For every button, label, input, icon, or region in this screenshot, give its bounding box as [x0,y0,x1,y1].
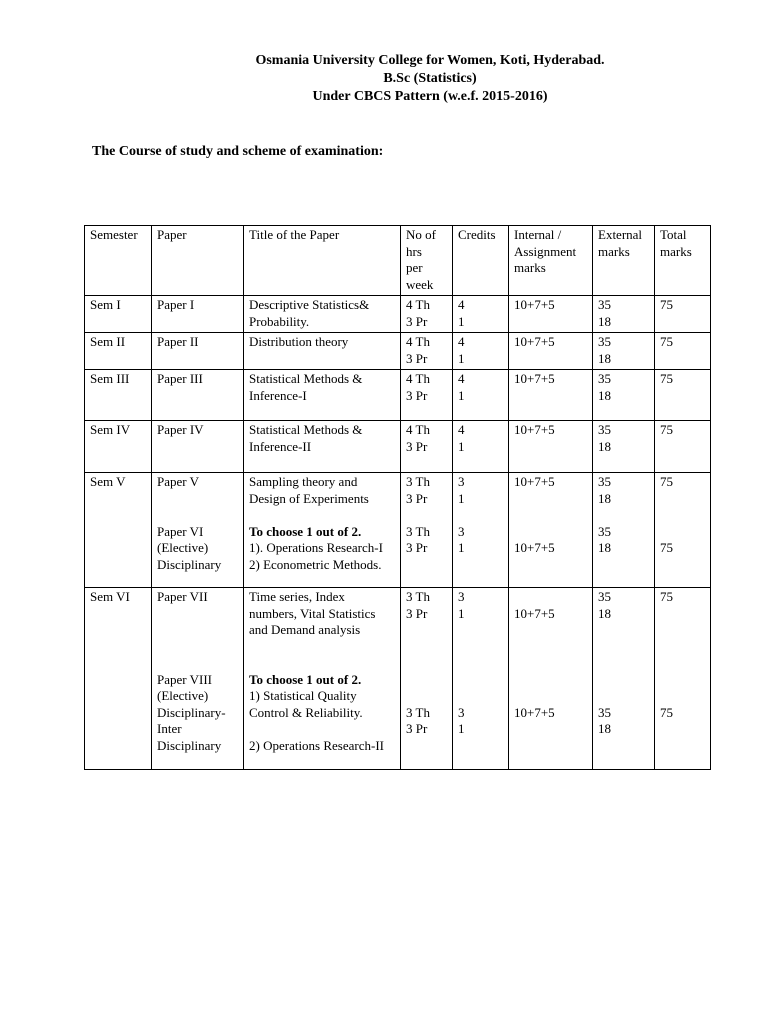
internal-cell: 10+7+5 [509,333,593,370]
program-name: B.Sc (Statistics) [383,71,477,86]
scheme-table [84,225,711,770]
paper-cell: Paper I [152,296,244,333]
document-header [0,52,768,106]
paper-cell: Paper III [152,370,244,421]
total-cell: 75 [655,421,711,473]
hrs-cell: 3 Th 3 Pr 3 Th 3 Pr [401,473,453,588]
title-cell: Statistical Methods & Inference-I [244,370,401,421]
semester-cell: Sem I [85,296,152,333]
credits-cell: 3 1 3 1 [453,473,509,588]
header-title: Title of the Paper [244,226,401,296]
internal-cell: 10+7+5 [509,370,593,421]
header-paper: Paper [152,226,244,296]
table-row [85,370,711,421]
external-cell: 35 18 [593,296,655,333]
credits-cell: 3 1 3 1 [453,588,509,770]
external-cell: 35 18 [593,370,655,421]
title-cell: Distribution theory [244,333,401,370]
hrs-cell: 4 Th 3 Pr [401,333,453,370]
table-row [85,296,711,333]
hrs-cell: 3 Th 3 Pr 3 Th 3 Pr [401,588,453,770]
semester-cell: Sem V [85,473,152,588]
college-name: Osmania University College for Women, Koti, Hyderabad. [255,53,605,68]
semester-cell: Sem III [85,370,152,421]
internal-cell: 10+7+5 [509,421,593,473]
paper-cell: Paper VII Paper VIII (Elective) Disciplinary- Inter Disciplinary [152,588,244,770]
header-external: External marks [593,226,655,296]
internal-cell: 10+7+5 10+7+5 [509,588,593,770]
semester-cell: Sem VI [85,588,152,770]
total-cell: 75 [655,370,711,421]
table-header-row [85,226,711,296]
semester-cell: Sem II [85,333,152,370]
table-row [85,333,711,370]
credits-cell: 4 1 [453,296,509,333]
elective-choice-note: To choose 1 out of 2. [249,671,362,687]
credits-cell: 4 1 [453,333,509,370]
total-cell: 75 [655,296,711,333]
table-row-sem-v [85,473,711,588]
title-cell: Time series, Index numbers, Vital Statistics and Demand analysis To choose 1 out of 2. 1) Statistical Quality Control & Reliability. 2) Operations Research-II [244,588,401,770]
credits-cell: 4 1 [453,421,509,473]
paper-cell: Paper IV [152,421,244,473]
title-cell: Sampling theory and Design of Experiments To choose 1 out of 2. 1). Operations Research-I 2) Econometric Methods. [244,473,401,588]
credits-cell: 4 1 [453,370,509,421]
title-cell: Descriptive Statistics& Probability. [244,296,401,333]
internal-cell: 10+7+5 10+7+5 [509,473,593,588]
external-cell: 35 18 35 18 [593,588,655,770]
internal-cell: 10+7+5 [509,296,593,333]
header-credits: Credits [453,226,509,296]
semester-cell: Sem IV [85,421,152,473]
external-cell: 35 18 35 18 [593,473,655,588]
total-cell: 75 [655,333,711,370]
paper-cell: Paper II [152,333,244,370]
external-cell: 35 18 [593,333,655,370]
header-semester: Semester [85,226,152,296]
title-cell: Statistical Methods & Inference-II [244,421,401,473]
header-internal: Internal / Assignment marks [509,226,593,296]
elective-choice-note: To choose 1 out of 2. [249,523,362,539]
hrs-cell: 4 Th 3 Pr [401,370,453,421]
hrs-cell: 4 Th 3 Pr [401,296,453,333]
table-row-sem-vi [85,588,711,770]
hrs-cell: 4 Th 3 Pr [401,421,453,473]
total-cell: 75 75 [655,473,711,588]
total-cell: 75 75 [655,588,711,770]
paper-cell: Paper V Paper VI (Elective) Disciplinary [152,473,244,588]
table-row [85,421,711,473]
pattern-line: Under CBCS Pattern (w.e.f. 2015-2016) [312,89,548,104]
external-cell: 35 18 [593,421,655,473]
intro-heading: The Course of study and scheme of examination: [92,144,384,159]
header-hrs: No of hrs per week [401,226,453,296]
header-total: Total marks [655,226,711,296]
